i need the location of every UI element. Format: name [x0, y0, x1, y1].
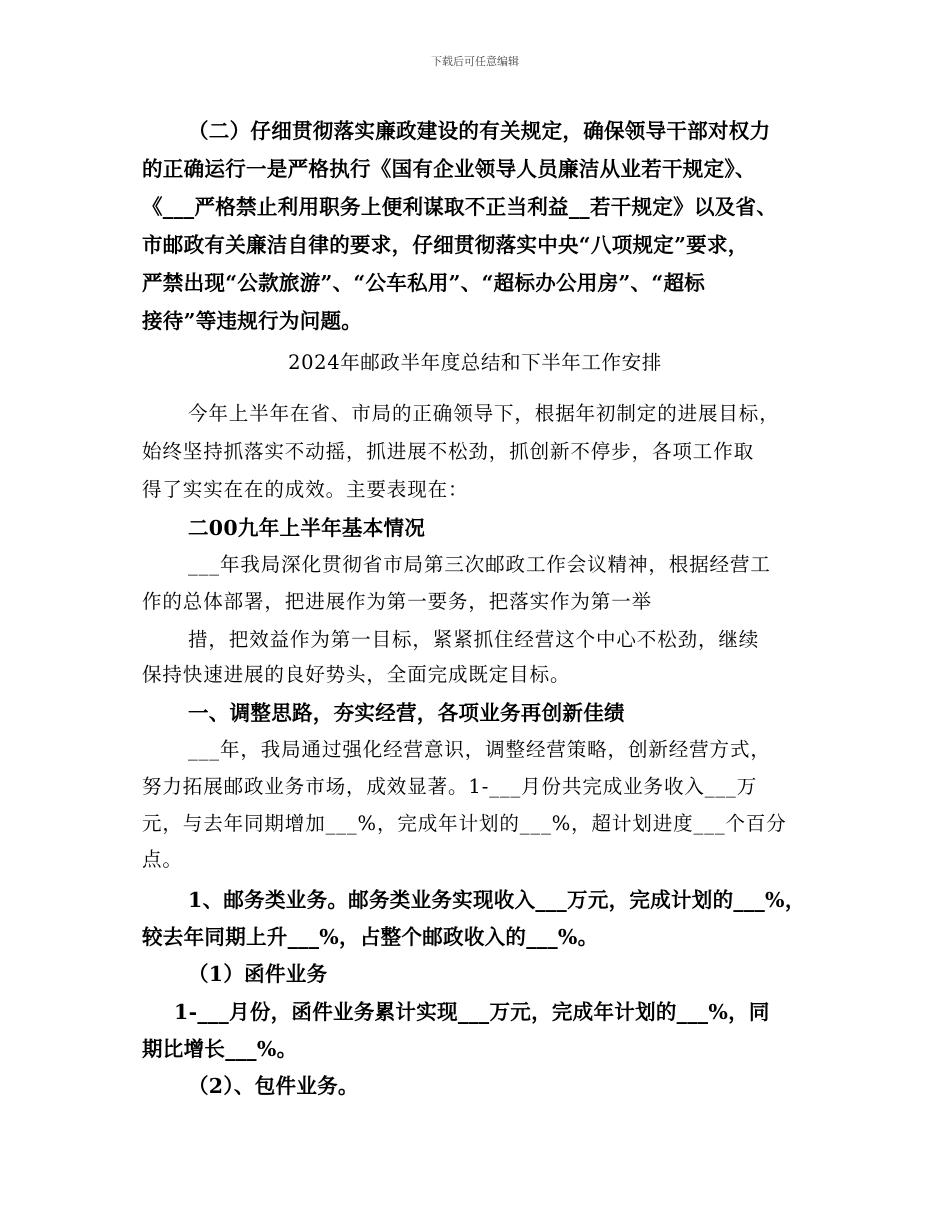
text-line: （二）仔细贯彻落实廉政建设的有关规定，确保领导干部对权力 — [188, 119, 771, 143]
text-line: 元，与去年同期增加___%，完成年计划的___%，超计划进度___个百分 — [142, 812, 787, 835]
text-line: 市邮政有关廉洁自律的要求，仔细贯彻落实中央“八项规定”要求， — [142, 233, 749, 257]
page-header: 下载后可任意编辑 — [431, 55, 519, 68]
text-line: ___年，我局通过强化经营意识，调整经营策略，创新经营方式， — [188, 738, 771, 761]
text-line: 措，把效益作为第一目标，紧紧抓住经营这个中心不松劲，继续 — [188, 628, 760, 651]
text-line: 保持快速进展的良好势头，全面完成既定目标。 — [142, 663, 571, 686]
text-line: 今年上半年在省、市局的正确领导下，根据年初制定的进展目标， — [188, 402, 780, 425]
text-line: 严禁出现“公款旅游”、“公车私用”、“超标办公用房”、“超标 — [142, 271, 706, 295]
text-line: 《___严格禁止利用职务上便利谋取不正当利益__若干规定》以及省、 — [142, 195, 778, 219]
text-line: 始终坚持抓落实不动摇，抓进展不松劲，抓创新不停步，各项工作取 — [142, 440, 755, 463]
section-heading: 一、调整思路，夯实经营，各项业务再创新佳绩 — [188, 701, 625, 725]
document-title: 2024年邮政半年度总结和下半年工作安排 — [288, 351, 662, 374]
sub-heading: （2）、包件业务。 — [188, 1074, 359, 1098]
section-heading: 二00九年上半年基本情况 — [188, 516, 426, 540]
text-line: 接待”等违规行为问题。 — [142, 309, 363, 333]
text-line: 作的总体部署，把进展作为第一要务，把落实作为第一举 — [142, 590, 653, 613]
sub-heading: （1）函件业务 — [188, 962, 328, 986]
text-line: 得了实实在在的成效。主要表现在： — [142, 478, 469, 501]
text-line: 1-___月份，函件业务累计实现___万元，完成年计划的___%，同 — [174, 1000, 770, 1024]
text-line: 的正确运行一是严格执行《国有企业领导人员廉洁从业若干规定》、 — [142, 157, 756, 181]
text-line: 点。 — [142, 848, 183, 871]
text-line: 期比增长___%。 — [142, 1037, 298, 1061]
text-line: ___年我局深化贯彻省市局第三次邮政工作会议精神，根据经营工 — [188, 553, 771, 576]
text-line: 较去年同期上升___%，占整个邮政收入的___%。 — [142, 925, 599, 949]
text-line: 努力拓展邮政业务市场，成效显著。1-___月份共完成业务收入___万 — [142, 775, 758, 798]
text-line: 1、邮务类业务。邮务类业务实现收入___万元，完成计划的___%， — [188, 888, 806, 912]
